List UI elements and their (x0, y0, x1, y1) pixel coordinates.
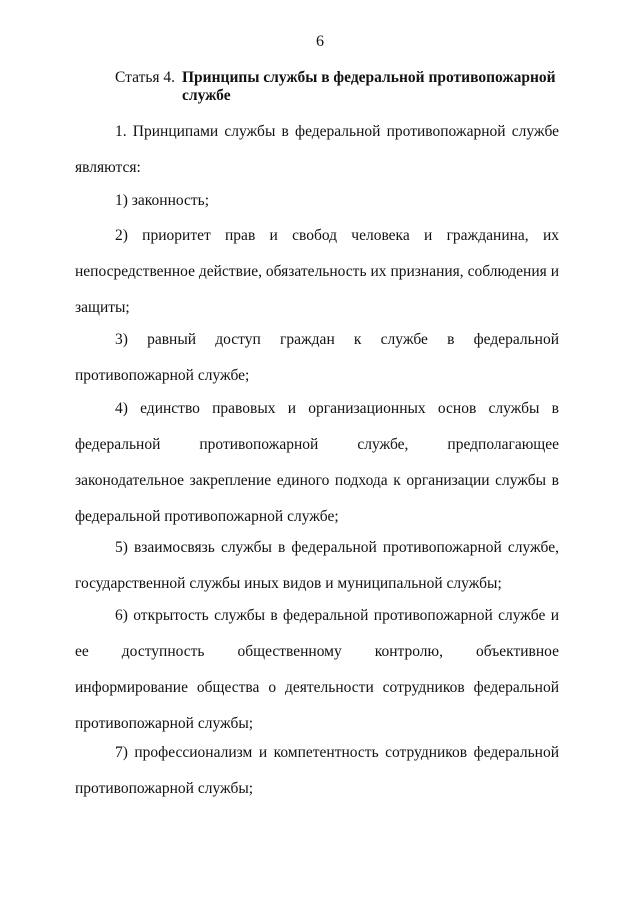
list-item-2: 2) приоритет прав и свобод человека и гражданина, их непосредственное действие, обязательность их признания, соблюдения и защиты; (75, 227, 559, 316)
page-number: 6 (316, 33, 324, 50)
article-label: Статья 4. (115, 69, 176, 86)
list-item-7: 7) профессионализм и компетентность сотрудников федеральной противопожарной службы; (75, 744, 559, 797)
list-item-3: 3) равный доступ граждан к службе в федеральной противопожарной службе; (75, 331, 559, 384)
article-title: Принципы службы в федеральной противопожарной службе (182, 69, 556, 104)
paragraph-principles-intro: 1. Принципами службы в федеральной противопожарной службе являются: (75, 123, 559, 176)
list-item-1: 1) законность; (115, 192, 210, 209)
list-item-6: 6) открытость службы в федеральной противопожарной службе и ее доступность общественному контролю, объективное информирование общества о деятельности сотрудников федеральной противопожарной службы; (75, 607, 559, 732)
list-item-4: 4) единство правовых и организационных основ службы в федеральной противопожарной службе, предполагающее законодательное закрепление единого подхода к организации службы в федеральной противопожарной службе; (75, 400, 559, 525)
list-item-5: 5) взаимосвязь службы в федеральной противопожарной службе, государственной службы иных видов и муниципальной службы; (75, 539, 559, 592)
